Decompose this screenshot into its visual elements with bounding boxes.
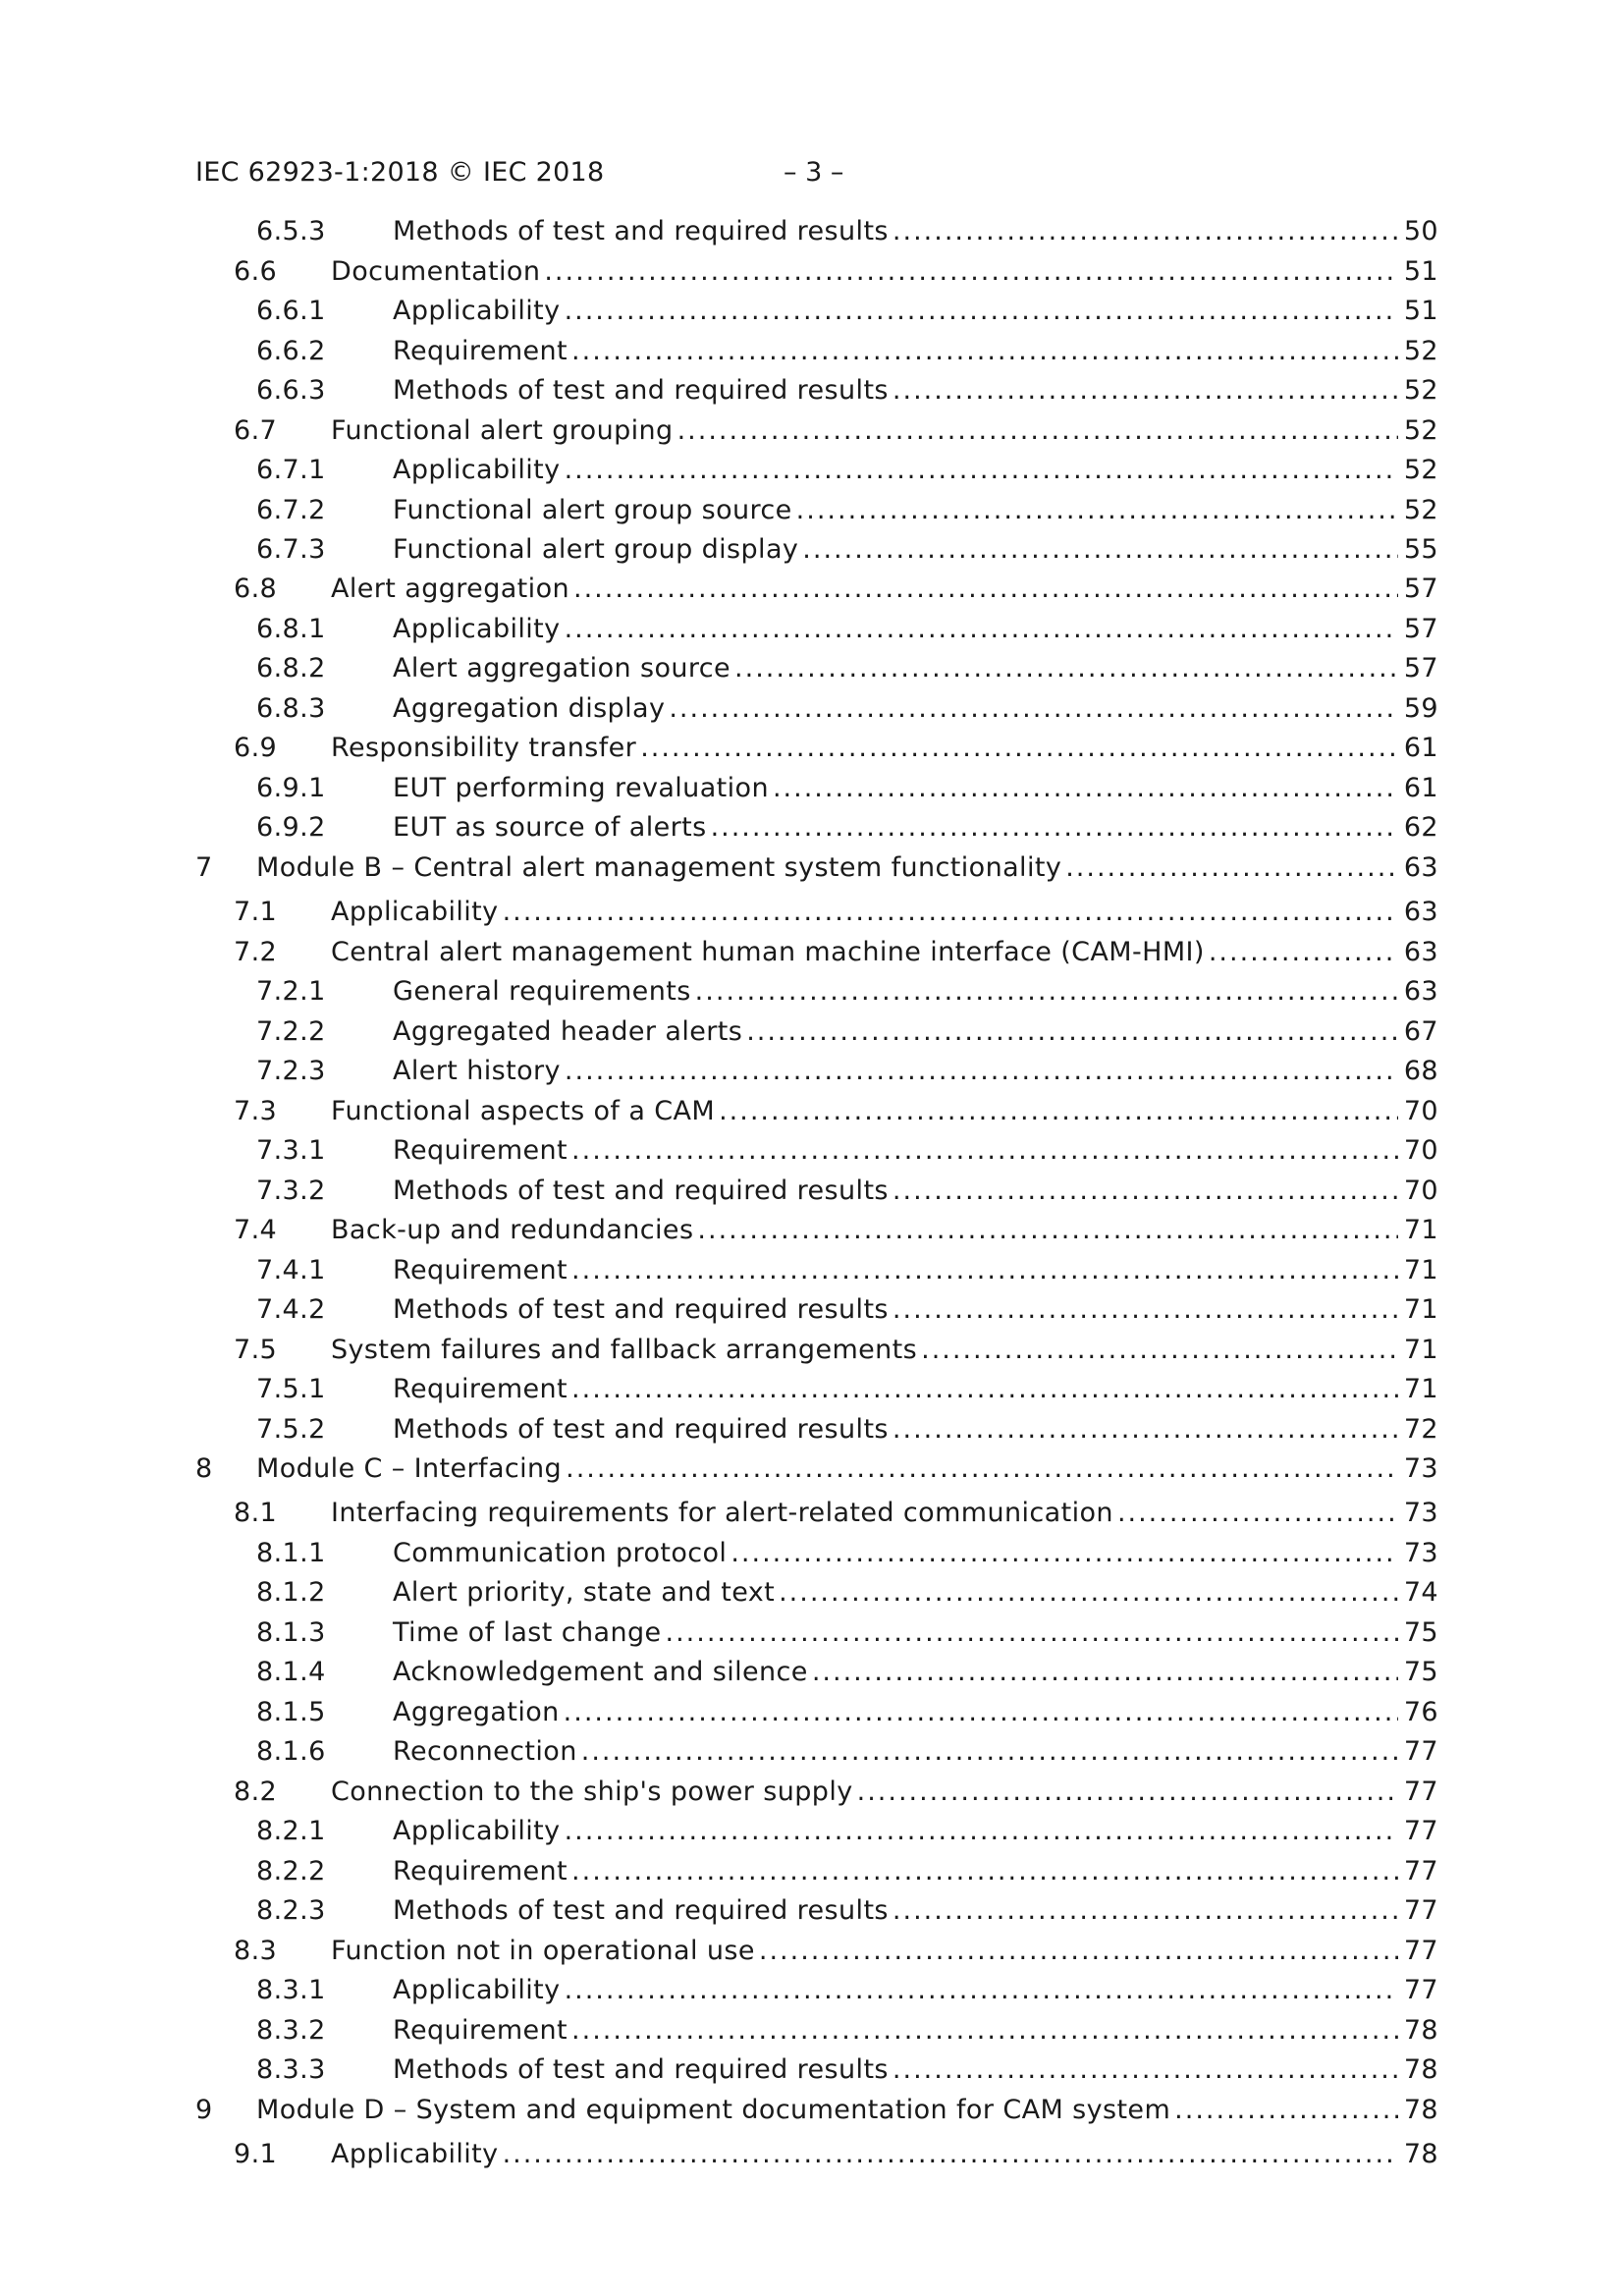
toc-entry-title-wrap xyxy=(331,1211,1402,1250)
toc-entry-page: 52 xyxy=(1403,375,1438,406)
toc-entry-title: Time of last change xyxy=(393,1617,662,1648)
dot-leader xyxy=(640,729,1398,768)
toc-entry-number: 7.4.2 xyxy=(256,1294,326,1325)
toc-entry-title-wrap xyxy=(393,1251,1402,1290)
toc-entry[interactable] xyxy=(0,1534,1623,1573)
toc-entry[interactable] xyxy=(0,1852,1623,1891)
dot-leader xyxy=(1174,2091,1398,2130)
toc-entry-number: 8.1.1 xyxy=(256,1538,326,1568)
dot-leader xyxy=(677,411,1398,451)
toc-entry-number: 7.2 xyxy=(234,937,278,967)
toc-entry-page: 62 xyxy=(1403,812,1438,843)
toc-entry-title: Methods of test and required results xyxy=(393,375,889,406)
toc-entry-page: 77 xyxy=(1403,1816,1438,1846)
toc-entry-title: Methods of test and required results xyxy=(393,1294,889,1325)
toc-entry-title-wrap xyxy=(331,933,1402,972)
toc-entry-title: Responsibility transfer xyxy=(331,733,637,763)
toc-entry-page: 52 xyxy=(1403,415,1438,446)
toc-entry-title-wrap xyxy=(331,893,1402,932)
toc-entry-title-wrap xyxy=(331,2135,1402,2174)
toc-entry-number: 7.3.1 xyxy=(256,1135,326,1166)
toc-entry-title: Applicability xyxy=(393,455,561,485)
toc-entry[interactable] xyxy=(0,1494,1623,1533)
toc-entry-title-wrap xyxy=(331,1331,1402,1370)
toc-entry-title-wrap xyxy=(393,1172,1402,1211)
dot-leader xyxy=(565,292,1398,331)
toc-entry-number: 7.2.2 xyxy=(256,1016,326,1047)
toc-entry-page: 78 xyxy=(1403,2054,1438,2085)
dot-leader xyxy=(893,1172,1398,1211)
toc-entry[interactable] xyxy=(0,1172,1623,1211)
toc-entry-page: 75 xyxy=(1403,1617,1438,1648)
toc-entry-title: Methods of test and required results xyxy=(393,1895,889,1926)
dot-leader xyxy=(503,893,1398,932)
toc-entry[interactable] xyxy=(0,1211,1623,1250)
dot-leader xyxy=(697,1211,1398,1250)
toc-entry-title-wrap xyxy=(393,1534,1402,1573)
toc-entry-title: Acknowledgement and silence xyxy=(393,1657,808,1687)
toc-entry-title: General requirements xyxy=(393,976,691,1007)
dot-leader xyxy=(571,1852,1398,1891)
toc-entry-title: Functional alert group display xyxy=(393,534,799,565)
toc-entry-title: Functional aspects of a CAM xyxy=(331,1096,716,1126)
toc-entry-page: 77 xyxy=(1403,1895,1438,1926)
dot-leader xyxy=(779,1573,1398,1613)
toc-entry-title: EUT as source of alerts xyxy=(393,812,707,843)
toc-entry-title: Aggregation display xyxy=(393,693,666,724)
toc-entry-title: EUT performing revaluation xyxy=(393,773,769,803)
toc-entry[interactable] xyxy=(0,729,1623,768)
dot-leader xyxy=(581,1732,1398,1772)
dot-leader xyxy=(565,1052,1398,1091)
toc-entry-page: 71 xyxy=(1403,1294,1438,1325)
dot-leader xyxy=(571,1251,1398,1290)
dot-leader xyxy=(565,1971,1398,2010)
toc-entry-page: 73 xyxy=(1403,1538,1438,1568)
toc-entry[interactable] xyxy=(0,2091,1623,2130)
toc-entry-page: 73 xyxy=(1403,1498,1438,1528)
toc-entry-number: 7.4 xyxy=(234,1215,278,1245)
toc-entry-title: Alert history xyxy=(393,1056,561,1086)
toc-entry-title: Module D – System and equipment documentation for CAM system xyxy=(256,2095,1171,2125)
toc-entry-number: 6.7.3 xyxy=(256,534,326,565)
toc-entry[interactable] xyxy=(0,972,1623,1011)
toc-entry-title-wrap xyxy=(331,1932,1402,1971)
toc-entry-title-wrap xyxy=(393,1812,1402,1851)
dot-leader xyxy=(746,1012,1398,1052)
dot-leader xyxy=(812,1653,1398,1692)
toc-entry-page: 77 xyxy=(1403,1975,1438,2005)
toc-entry-number: 7.4.1 xyxy=(256,1255,326,1285)
toc-entry-title-wrap xyxy=(393,1131,1402,1171)
dot-leader xyxy=(773,769,1398,808)
toc-entry-title: Requirement xyxy=(393,336,568,366)
toc-entry-page: 63 xyxy=(1403,852,1438,883)
dot-leader xyxy=(1065,848,1398,888)
toc-entry-number: 6.5.3 xyxy=(256,216,326,246)
toc-entry-title: Connection to the ship's power supply xyxy=(331,1777,853,1807)
toc-entry-title: Alert priority, state and text xyxy=(393,1577,776,1608)
dot-leader xyxy=(565,1812,1398,1851)
toc-entry-title: Aggregated header alerts xyxy=(393,1016,743,1047)
toc-entry[interactable] xyxy=(0,332,1623,371)
toc-entry-number: 6.9 xyxy=(234,733,278,763)
toc-entry[interactable] xyxy=(0,491,1623,530)
toc-entry-title: Aggregation xyxy=(393,1697,560,1727)
toc-entry[interactable] xyxy=(0,1732,1623,1772)
toc-entry-number: 9.1 xyxy=(234,2139,278,2169)
toc-entry-title-wrap xyxy=(393,371,1402,410)
toc-entry-number: 8.2.2 xyxy=(256,1856,326,1886)
toc-entry-page: 57 xyxy=(1403,614,1438,644)
toc-entry-page: 70 xyxy=(1403,1135,1438,1166)
dot-leader xyxy=(893,2050,1398,2090)
toc-entry-number: 8.1.3 xyxy=(256,1617,326,1648)
toc-entry[interactable] xyxy=(0,689,1623,729)
toc-entry-title: Requirement xyxy=(393,1135,568,1166)
toc-entry-title-wrap xyxy=(331,729,1402,768)
toc-entry[interactable] xyxy=(0,1812,1623,1851)
toc-entry-number: 8.2.1 xyxy=(256,1816,326,1846)
dot-leader xyxy=(544,252,1398,292)
toc-entry[interactable] xyxy=(0,610,1623,649)
toc-entry-page: 51 xyxy=(1403,296,1438,326)
toc-entry-title: Interfacing requirements for alert-related communication xyxy=(331,1498,1113,1528)
toc-entry[interactable] xyxy=(0,933,1623,972)
toc-entry-page: 71 xyxy=(1403,1335,1438,1365)
toc-entry-title-wrap xyxy=(393,610,1402,649)
toc-entry-number: 8.3.3 xyxy=(256,2054,326,2085)
toc-entry-title-wrap xyxy=(393,972,1402,1011)
toc-entry-title: Functional alert grouping xyxy=(331,415,674,446)
toc-entry-page: 52 xyxy=(1403,336,1438,366)
toc-entry-title-wrap xyxy=(393,1852,1402,1891)
page-number: – 3 – xyxy=(784,157,844,188)
toc-entry[interactable] xyxy=(0,371,1623,410)
toc-entry-title-wrap xyxy=(393,2050,1402,2090)
toc-entry-number: 7.3.2 xyxy=(256,1175,326,1206)
toc-entry-title: Methods of test and required results xyxy=(393,216,889,246)
toc-entry-title-wrap xyxy=(256,2091,1402,2130)
toc-entry-page: 55 xyxy=(1403,534,1438,565)
toc-entry-page: 71 xyxy=(1403,1255,1438,1285)
toc-entry-title: Back-up and redundancies xyxy=(331,1215,694,1245)
toc-entry-title-wrap xyxy=(256,848,1402,888)
toc-entry[interactable] xyxy=(0,808,1623,847)
toc-entry-title-wrap xyxy=(393,1052,1402,1091)
toc-entry-number: 6.6.3 xyxy=(256,375,326,406)
toc-entry-page: 75 xyxy=(1403,1657,1438,1687)
toc-entry[interactable] xyxy=(0,1573,1623,1613)
toc-entry-page: 70 xyxy=(1403,1096,1438,1126)
toc-entry-title-wrap xyxy=(393,212,1402,251)
toc-entry-number: 8 xyxy=(195,1453,213,1484)
toc-entry-page: 51 xyxy=(1403,256,1438,287)
toc-entry[interactable] xyxy=(0,1012,1623,1052)
dot-leader xyxy=(759,1932,1398,1971)
toc-entry[interactable] xyxy=(0,893,1623,932)
toc-entry-title-wrap xyxy=(331,1494,1402,1533)
dot-leader xyxy=(796,491,1398,530)
toc-entry[interactable] xyxy=(0,1449,1623,1489)
toc-entry-number: 8.3.1 xyxy=(256,1975,326,2005)
toc-entry-number: 9 xyxy=(195,2095,213,2125)
dot-leader xyxy=(921,1331,1398,1370)
toc-entry-title: Requirement xyxy=(393,1856,568,1886)
toc-entry-number: 6.6.2 xyxy=(256,336,326,366)
toc-entry-title-wrap xyxy=(393,530,1402,570)
toc-entry-title: Requirement xyxy=(393,1374,568,1404)
dot-leader xyxy=(719,1092,1398,1131)
toc-entry-title-wrap xyxy=(393,1653,1402,1692)
toc-entry-number: 8.1 xyxy=(234,1498,278,1528)
toc-entry-page: 71 xyxy=(1403,1215,1438,1245)
toc-entry-page: 73 xyxy=(1403,1453,1438,1484)
toc-entry-title-wrap xyxy=(331,252,1402,292)
toc-entry-title: Communication protocol xyxy=(393,1538,728,1568)
toc-entry-number: 8.3 xyxy=(234,1936,278,1966)
toc-entry-title: Functional alert group source xyxy=(393,495,792,525)
dot-leader xyxy=(565,610,1398,649)
toc-entry[interactable] xyxy=(0,1331,1623,1370)
toc-entry-title: Applicability xyxy=(393,614,561,644)
toc-entry-title-wrap xyxy=(393,1573,1402,1613)
dot-leader xyxy=(857,1773,1398,1812)
toc-entry-page: 52 xyxy=(1403,495,1438,525)
dot-leader xyxy=(669,689,1398,729)
toc-entry-title-wrap xyxy=(393,649,1402,688)
toc-entry-page: 77 xyxy=(1403,1777,1438,1807)
toc-entry-number: 7.5.2 xyxy=(256,1414,326,1445)
dot-leader xyxy=(571,2011,1398,2050)
toc-entry-title: Reconnection xyxy=(393,1736,577,1767)
toc-entry[interactable] xyxy=(0,1410,1623,1449)
toc-entry-number: 8.2 xyxy=(234,1777,278,1807)
toc-entry-number: 6.7 xyxy=(234,415,278,446)
toc-entry-title: Applicability xyxy=(331,897,499,927)
toc-entry[interactable] xyxy=(0,1971,1623,2010)
toc-entry-title: Applicability xyxy=(393,1975,561,2005)
toc-entry-title-wrap xyxy=(393,292,1402,331)
toc-entry-number: 7 xyxy=(195,852,213,883)
toc-entry-title-wrap xyxy=(393,769,1402,808)
dot-leader xyxy=(893,1290,1398,1330)
toc-entry-title-wrap xyxy=(331,411,1402,451)
dot-leader xyxy=(893,1891,1398,1931)
toc-entry-title: Alert aggregation xyxy=(331,574,569,604)
toc-entry-title: Applicability xyxy=(393,296,561,326)
toc-entry-title-wrap xyxy=(256,1449,1402,1489)
toc-entry-page: 52 xyxy=(1403,455,1438,485)
toc-entry-page: 74 xyxy=(1403,1577,1438,1608)
toc-entry[interactable] xyxy=(0,1290,1623,1330)
toc-entry-title-wrap xyxy=(393,1693,1402,1732)
toc-entry-number: 6.8 xyxy=(234,574,278,604)
toc-entry-title-wrap xyxy=(393,491,1402,530)
toc-entry-title-wrap xyxy=(393,332,1402,371)
toc-entry-title: Alert aggregation source xyxy=(393,653,731,683)
toc-entry-title: Methods of test and required results xyxy=(393,2054,889,2085)
toc-entry[interactable] xyxy=(0,570,1623,609)
toc-entry-page: 63 xyxy=(1403,937,1438,967)
toc-entry-page: 70 xyxy=(1403,1175,1438,1206)
toc-entry-number: 6.8.3 xyxy=(256,693,326,724)
toc-entry-page: 77 xyxy=(1403,1736,1438,1767)
toc-entry-title: Requirement xyxy=(393,2015,568,2046)
toc-entry-number: 8.2.3 xyxy=(256,1895,326,1926)
toc-entry-page: 50 xyxy=(1403,216,1438,246)
dot-leader xyxy=(802,530,1398,570)
toc-entry-number: 6.8.2 xyxy=(256,653,326,683)
toc-entry-title: System failures and fallback arrangements xyxy=(331,1335,918,1365)
toc-entry-title: Methods of test and required results xyxy=(393,1175,889,1206)
toc-entry[interactable] xyxy=(0,1693,1623,1732)
toc-entry-page: 77 xyxy=(1403,1856,1438,1886)
toc-entry-number: 7.2.3 xyxy=(256,1056,326,1086)
dot-leader xyxy=(503,2135,1398,2174)
toc-entry[interactable] xyxy=(0,1613,1623,1653)
dot-leader xyxy=(893,371,1398,410)
toc-entry-number: 8.1.6 xyxy=(256,1736,326,1767)
toc-entry-number: 6.8.1 xyxy=(256,614,326,644)
toc-entry[interactable] xyxy=(0,1251,1623,1290)
toc-entry[interactable] xyxy=(0,1131,1623,1171)
dot-leader xyxy=(564,1693,1398,1732)
dot-leader xyxy=(1209,933,1398,972)
toc-entry-page: 61 xyxy=(1403,773,1438,803)
toc-entry-page: 63 xyxy=(1403,897,1438,927)
toc-entry-number: 8.1.5 xyxy=(256,1697,326,1727)
toc-entry[interactable] xyxy=(0,848,1623,888)
toc-entry-number: 6.6 xyxy=(234,256,278,287)
toc-entry[interactable] xyxy=(0,2011,1623,2050)
toc-entry-number: 7.3 xyxy=(234,1096,278,1126)
toc-entry-number: 6.7.1 xyxy=(256,455,326,485)
toc-entry[interactable] xyxy=(0,649,1623,688)
dot-leader xyxy=(666,1613,1398,1653)
toc-entry[interactable] xyxy=(0,769,1623,808)
toc-entry-page: 78 xyxy=(1403,2095,1438,2125)
toc-entry-page: 61 xyxy=(1403,733,1438,763)
toc-entry[interactable] xyxy=(0,1370,1623,1409)
toc-entry-title-wrap xyxy=(393,1370,1402,1409)
toc-entry-number: 6.9.2 xyxy=(256,812,326,843)
toc-entry-page: 59 xyxy=(1403,693,1438,724)
toc-entry-title: Module C – Interfacing xyxy=(256,1453,563,1484)
toc-entry[interactable] xyxy=(0,2050,1623,2090)
toc-entry-title-wrap xyxy=(331,1773,1402,1812)
toc-entry-page: 72 xyxy=(1403,1414,1438,1445)
toc-entry-number: 8.3.2 xyxy=(256,2015,326,2046)
toc-entry[interactable] xyxy=(0,212,1623,251)
toc-entry-title: Function not in operational use xyxy=(331,1936,755,1966)
toc-entry-page: 71 xyxy=(1403,1374,1438,1404)
toc-entry-title-wrap xyxy=(331,1092,1402,1131)
toc-entry-title: Applicability xyxy=(331,2139,499,2169)
toc-entry-number: 6.6.1 xyxy=(256,296,326,326)
toc-entry-title-wrap xyxy=(393,1971,1402,2010)
dot-leader xyxy=(566,1449,1398,1489)
toc-entry-number: 7.1 xyxy=(234,897,278,927)
dot-leader xyxy=(730,1534,1398,1573)
toc-entry[interactable] xyxy=(0,411,1623,451)
toc-entry-title: Central alert management human machine interface (CAM-HMI) xyxy=(331,937,1205,967)
dot-leader xyxy=(565,451,1398,490)
dot-leader xyxy=(734,649,1398,688)
dot-leader xyxy=(695,972,1398,1011)
toc-entry[interactable] xyxy=(0,1092,1623,1131)
toc-entry-title-wrap xyxy=(393,1290,1402,1330)
toc-entry[interactable] xyxy=(0,1891,1623,1931)
dot-leader xyxy=(571,1131,1398,1171)
dot-leader xyxy=(573,570,1398,609)
document-header: IEC 62923-1:2018 © IEC 2018 xyxy=(195,157,605,188)
toc-entry-page: 57 xyxy=(1403,653,1438,683)
toc-entry-page: 57 xyxy=(1403,574,1438,604)
toc-entry[interactable] xyxy=(0,252,1623,292)
toc-entry[interactable] xyxy=(0,1653,1623,1692)
toc-entry-title-wrap xyxy=(331,570,1402,609)
toc-entry-number: 6.7.2 xyxy=(256,495,326,525)
toc-entry[interactable] xyxy=(0,1932,1623,1971)
dot-leader xyxy=(571,332,1398,371)
toc-entry[interactable] xyxy=(0,530,1623,570)
dot-leader xyxy=(711,808,1398,847)
toc-entry-page: 67 xyxy=(1403,1016,1438,1047)
toc-entry-title: Applicability xyxy=(393,1816,561,1846)
toc-entry-page: 68 xyxy=(1403,1056,1438,1086)
toc-entry-page: 76 xyxy=(1403,1697,1438,1727)
toc-entry-page: 77 xyxy=(1403,1936,1438,1966)
dot-leader xyxy=(893,212,1398,251)
toc-entry-page: 63 xyxy=(1403,976,1438,1007)
toc-entry-title-wrap xyxy=(393,808,1402,847)
toc-entry-number: 6.9.1 xyxy=(256,773,326,803)
dot-leader xyxy=(571,1370,1398,1409)
toc-entry-title: Module B – Central alert management system functionality xyxy=(256,852,1062,883)
dot-leader xyxy=(1117,1494,1398,1533)
toc-entry-title-wrap xyxy=(393,1891,1402,1931)
toc-entry-title-wrap xyxy=(393,689,1402,729)
toc-entry[interactable] xyxy=(0,451,1623,490)
toc-entry-title: Requirement xyxy=(393,1255,568,1285)
toc-entry[interactable] xyxy=(0,292,1623,331)
toc-entry-title-wrap xyxy=(393,2011,1402,2050)
toc-entry-title-wrap xyxy=(393,1732,1402,1772)
toc-entry-title: Documentation xyxy=(331,256,541,287)
toc-entry[interactable] xyxy=(0,1773,1623,1812)
toc-entry-title-wrap xyxy=(393,451,1402,490)
toc-entry-number: 8.1.4 xyxy=(256,1657,326,1687)
toc-entry-number: 7.5 xyxy=(234,1335,278,1365)
toc-entry-title-wrap xyxy=(393,1613,1402,1653)
toc-entry-title: Methods of test and required results xyxy=(393,1414,889,1445)
toc-entry-number: 8.1.2 xyxy=(256,1577,326,1608)
toc-entry-number: 7.2.1 xyxy=(256,976,326,1007)
toc-entry-page: 78 xyxy=(1403,2015,1438,2046)
toc-entry-title-wrap xyxy=(393,1012,1402,1052)
toc-entry[interactable] xyxy=(0,1052,1623,1091)
toc-entry-page: 78 xyxy=(1403,2139,1438,2169)
dot-leader xyxy=(893,1410,1398,1449)
toc-entry-title-wrap xyxy=(393,1410,1402,1449)
toc-entry-number: 7.5.1 xyxy=(256,1374,326,1404)
toc-entry[interactable] xyxy=(0,2135,1623,2174)
